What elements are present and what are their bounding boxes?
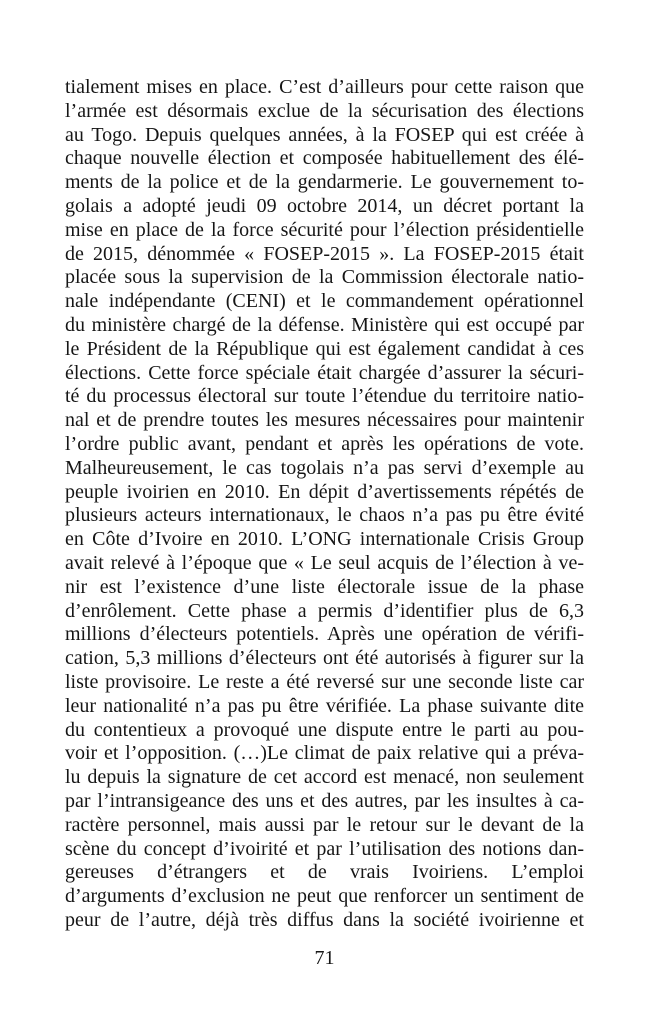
text-line: nale indépendante (CENI) et le commandement opérationnel	[65, 290, 584, 313]
text-line: élections. Cette force spéciale était chargée d’assurer la sécuri-	[65, 361, 584, 384]
text-line: ments de la police et de la gendarmerie. Le gouvernement to-	[65, 171, 584, 194]
text-line: cation, 5,3 millions d’électeurs ont été autorisés à figurer sur la	[65, 647, 584, 670]
text-line: chaque nouvelle élection et composée habituellement des élé-	[65, 147, 584, 170]
text-line: placée sous la supervision de la Commission électorale natio-	[65, 266, 584, 289]
text-line: leur nationalité n’a pas pu être vérifiée. La phase suivante dite	[65, 694, 584, 717]
text-line: l’armée est désormais exclue de la sécurisation des élections	[65, 99, 584, 122]
text-line: d’enrôlement. Cette phase a permis d’identifier plus de 6,3	[65, 599, 584, 622]
text-line: millions d’électeurs potentiels. Après une opération de vérifi-	[65, 623, 584, 646]
page-number: 71	[314, 947, 335, 969]
text-line: gereuses d’étrangers et de vrais Ivoiriens. L’emploi	[65, 861, 584, 884]
text-line: lu depuis la signature de cet accord est menacé, non seulement	[65, 766, 584, 789]
text-line: au Togo. Depuis quelques années, à la FOSEP qui est créée à	[65, 123, 584, 146]
text-line: l’ordre public avant, pendant et après les opérations de vote.	[65, 432, 584, 455]
text-line: en Côte d’Ivoire en 2010. L’ONG internationale Crisis Group	[65, 528, 584, 551]
text-line: liste provisoire. Le reste a été reversé sur une seconde liste car	[65, 670, 584, 693]
text-line: mise en place de la force sécurité pour l’élection présidentielle	[65, 218, 584, 241]
text-line: voir et l’opposition. (…)Le climat de paix relative qui a préva-	[65, 742, 584, 765]
text-line: Malheureusement, le cas togolais n’a pas servi d’exemple au	[65, 456, 584, 479]
text-line: peuple ivoirien en 2010. En dépit d’avertissements répétés de	[65, 480, 584, 503]
text-line: golais a adopté jeudi 09 octobre 2014, un décret portant la	[65, 194, 584, 217]
text-line: par l’intransigeance des uns et des autres, par les insultes à ca-	[65, 789, 584, 812]
text-line: du contentieux a provoqué une dispute entre le parti au pou-	[65, 718, 584, 741]
text-line: nal et de prendre toutes les mesures nécessaires pour maintenir	[65, 409, 584, 432]
text-line: plusieurs acteurs internationaux, le chaos n’a pas pu être évité	[65, 504, 584, 527]
text-line: du ministère chargé de la défense. Ministère qui est occupé par	[65, 313, 584, 336]
text-line: le Président de la République qui est également candidat à ces	[65, 337, 584, 360]
text-line: avait relevé à l’époque que « Le seul acquis de l’élection à ve-	[65, 551, 584, 574]
body-text-paragraph	[65, 76, 584, 933]
text-line: peur de l’autre, déjà très diffus dans la société ivoirienne et	[65, 908, 584, 931]
text-line: d’arguments d’exclusion ne peut que renforcer un sentiment de	[65, 885, 584, 908]
text-line: tialement mises en place. C’est d’ailleurs pour cette raison que	[65, 76, 584, 98]
text-line: té du processus électoral sur toute l’étendue du territoire natio-	[65, 385, 584, 408]
text-line: nir est l’existence d’une liste électorale issue de la phase	[65, 575, 584, 598]
text-line: scène du concept d’ivoirité et par l’utilisation des notions dan-	[65, 837, 584, 860]
text-line: ractère personnel, mais aussi par le retour sur le devant de la	[65, 813, 584, 836]
text-line: de 2015, dénommée « FOSEP-2015 ». La FOSEP-2015 était	[65, 242, 584, 265]
